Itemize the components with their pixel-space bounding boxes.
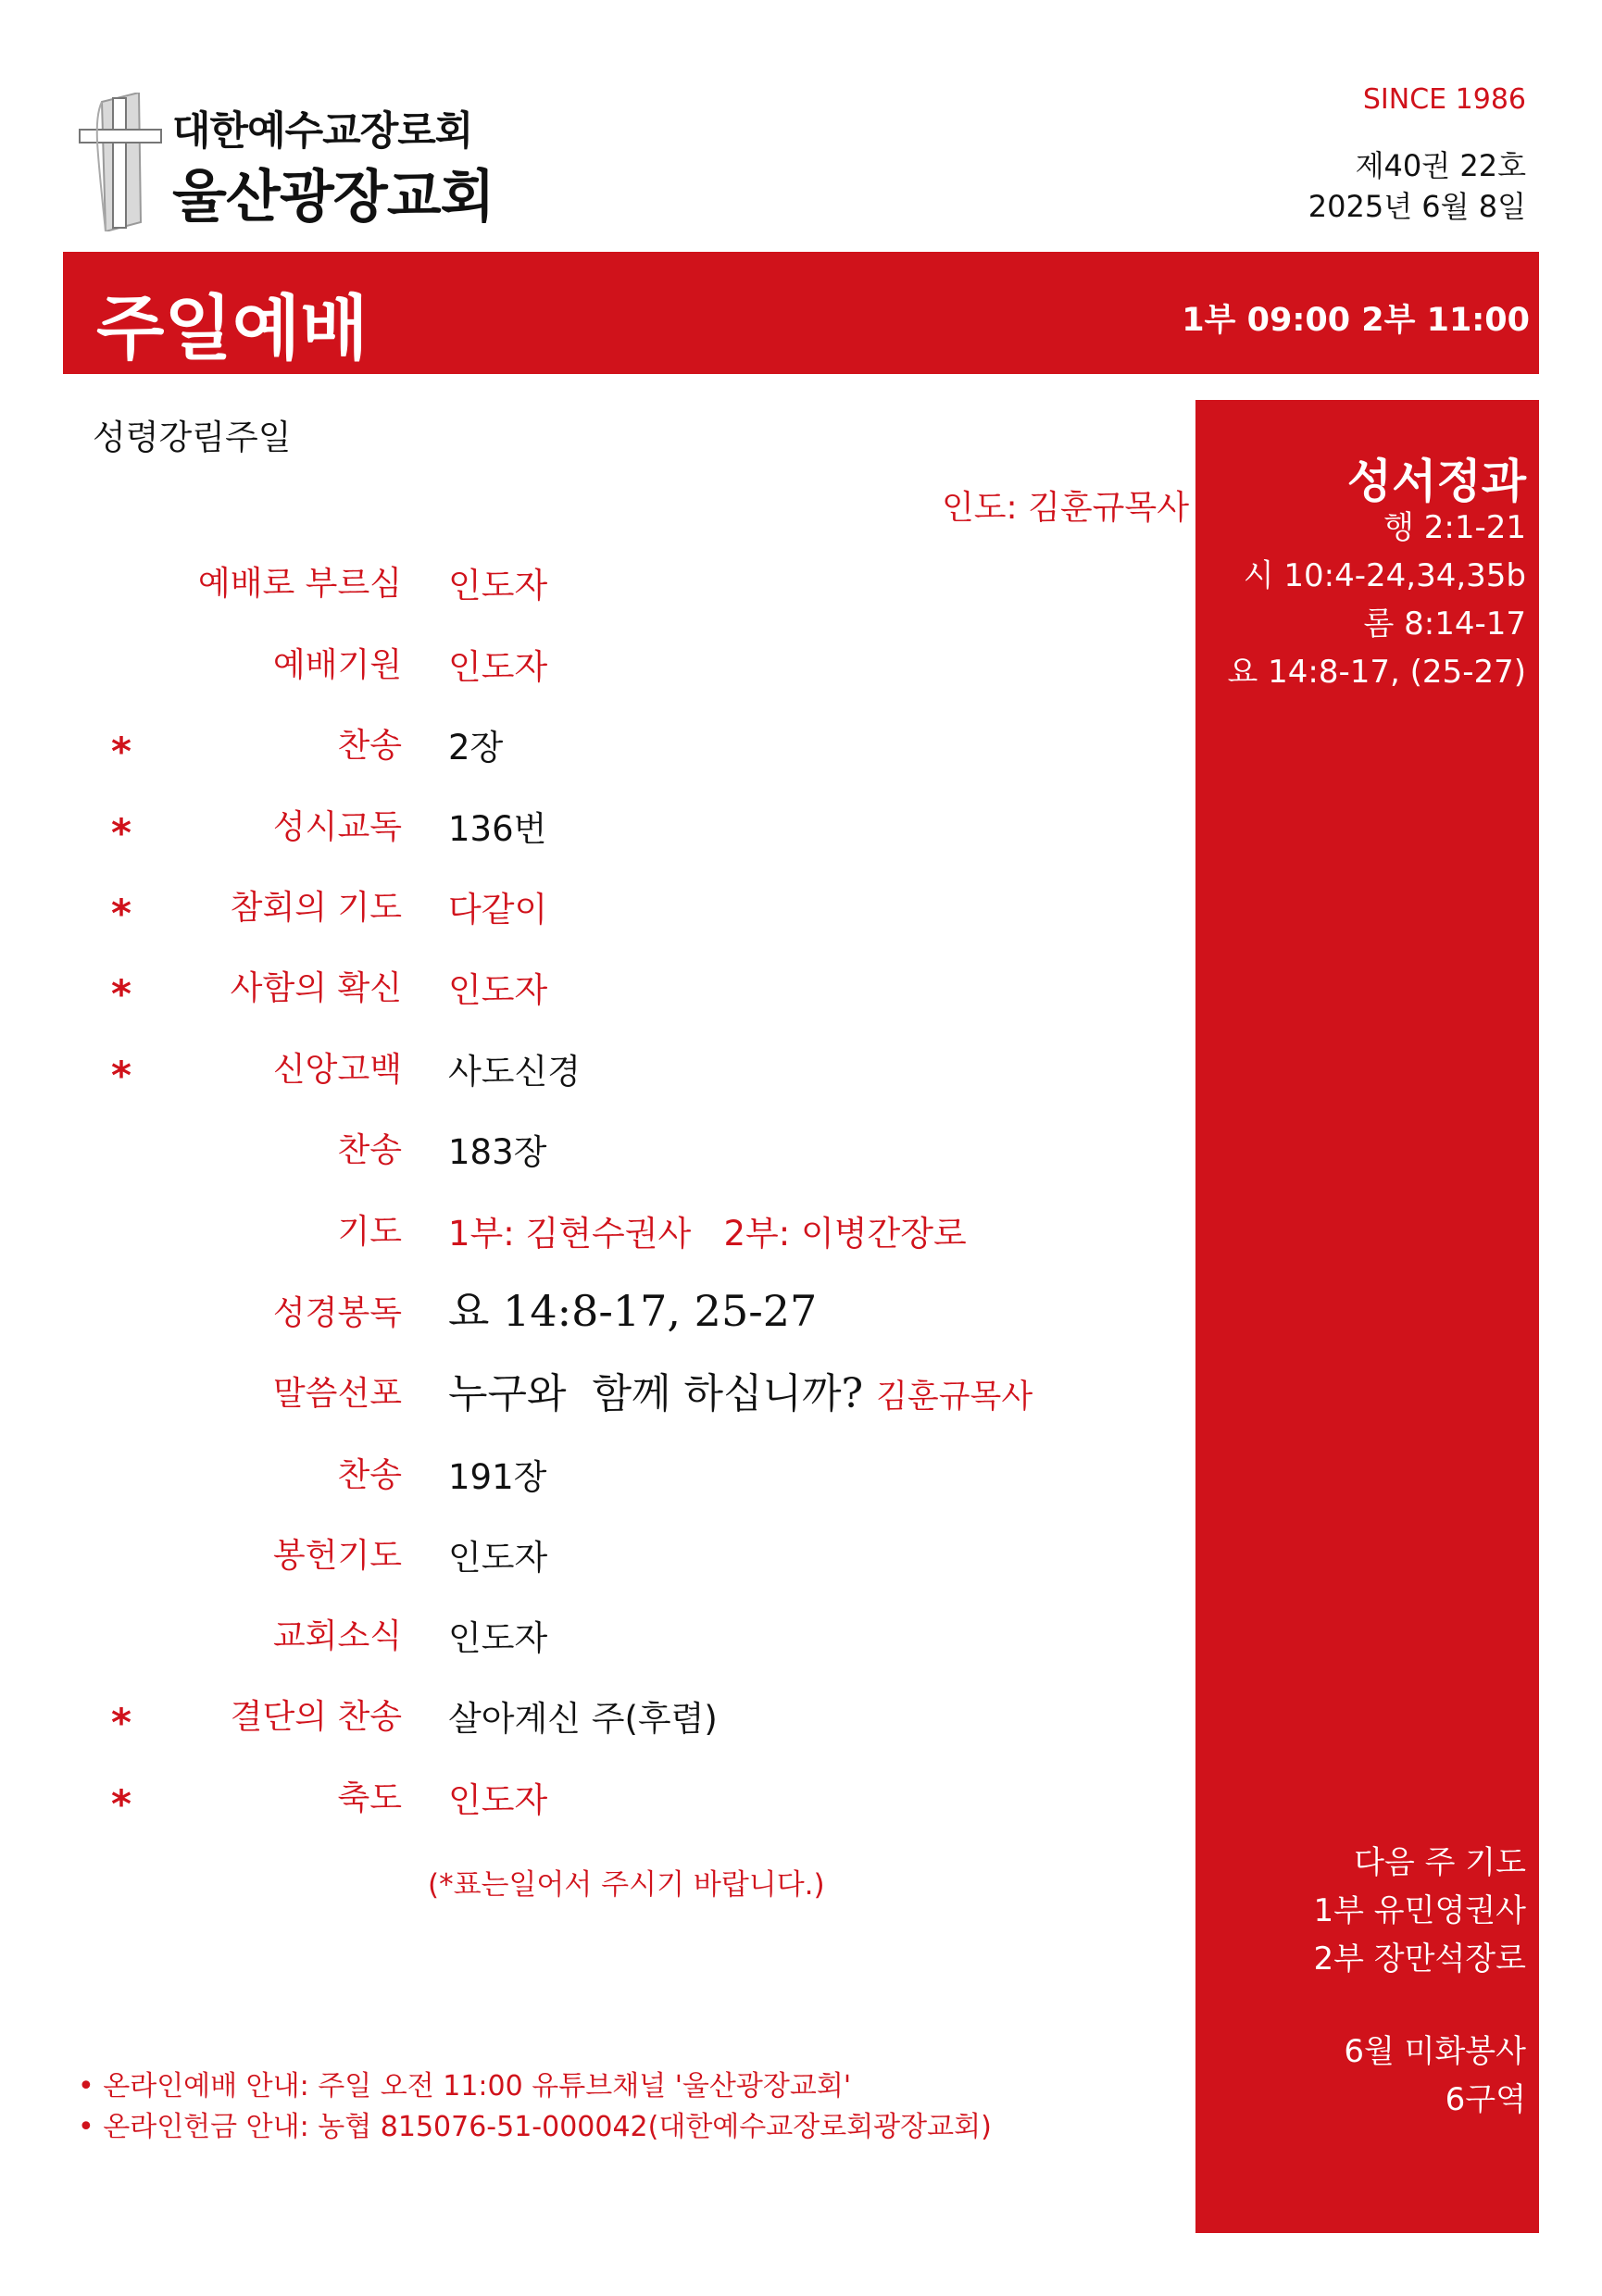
- order-value: 인도자: [448, 647, 548, 687]
- church-name: 울산광장교회: [172, 164, 494, 230]
- order-label: 사함의 확신: [230, 969, 402, 1007]
- stand-marker: *: [111, 729, 131, 774]
- order-label: 예배로 부르심: [197, 565, 402, 603]
- beautify-group: 6구역: [1445, 2081, 1526, 2118]
- order-row: [0, 719, 1148, 784]
- order-label: 신앙고백: [272, 1051, 402, 1089]
- order-label: 봉헌기도: [272, 1537, 402, 1575]
- order-value: 2장: [448, 728, 504, 767]
- order-row: [0, 801, 1148, 866]
- order-value: 인도자: [448, 1618, 548, 1658]
- lectionary-item: 요 14:8-17, (25-27): [1227, 654, 1526, 691]
- lectionary-item: 시 10:4-24,34,35b: [1243, 557, 1526, 594]
- order-row: [0, 1610, 1148, 1675]
- order-label: 참회의 기도: [230, 889, 402, 927]
- order-value: 다같이: [448, 890, 548, 930]
- stand-marker: *: [111, 810, 131, 855]
- service-times: 1부 09:00 2부 11:00: [1182, 302, 1530, 339]
- next-prayer-title: 다음 주 기도: [1354, 1844, 1526, 1881]
- worship-leader: 인도: 김훈규목사: [941, 489, 1189, 527]
- banner-title: 주일예배: [96, 287, 369, 369]
- order-label: 찬송: [337, 727, 402, 765]
- stand-marker: *: [111, 971, 131, 1017]
- next-prayer-item: 1부 유민영권사: [1313, 1892, 1526, 1929]
- order-value: 인도자: [448, 566, 548, 605]
- order-label: 찬송: [337, 1456, 402, 1494]
- order-value: 사도신경: [448, 1052, 581, 1092]
- lectionary-item: 롬 8:14-17: [1363, 605, 1526, 643]
- order-label: 기도: [337, 1213, 402, 1251]
- order-value: 183장: [448, 1132, 547, 1172]
- bulletin-date: 2025년 6월 8일: [1308, 189, 1526, 224]
- order-value: 인도자: [448, 970, 548, 1010]
- order-row: [0, 1367, 1148, 1432]
- order-value: 인도자: [448, 1538, 548, 1578]
- stand-marker: *: [111, 891, 131, 936]
- sermon-preacher: 김훈규목사: [876, 1379, 1033, 1416]
- order-label: 말씀선포: [272, 1375, 402, 1413]
- order-row: [0, 1287, 1148, 1352]
- sermon-line: [448, 1360, 1033, 1419]
- order-row: [0, 962, 1148, 1027]
- order-row: [0, 1529, 1148, 1594]
- order-value: 인도자: [448, 1780, 548, 1820]
- scripture-reading: 요 14:8-17, 25-27: [448, 1286, 818, 1336]
- order-row: [0, 1043, 1148, 1108]
- order-value: 136번: [448, 809, 547, 849]
- lectionary-title: 성서정과: [1346, 454, 1526, 508]
- sermon-title: 누구와 함께 하십니까?: [448, 1370, 864, 1417]
- order-value: 191장: [448, 1457, 547, 1497]
- online-worship-info: • 온라인예배 안내: 주일 오전 11:00 유튜브채널 '울산광장교회': [78, 2070, 852, 2103]
- order-label: 성시교독: [272, 808, 402, 846]
- order-row: [0, 1772, 1148, 1837]
- order-value: 1부: 김현수권사 2부: 이병간장로: [448, 1214, 967, 1254]
- next-prayer-item: 2부 장만석장로: [1313, 1940, 1526, 1978]
- worship-banner: [63, 252, 1539, 374]
- online-offering-info: • 온라인헌금 안내: 농협 815076-51-000042(대한예수교장로회광장교회): [78, 2111, 992, 2143]
- order-row: [0, 557, 1148, 622]
- beautify-title: 6월 미화봉사: [1344, 2033, 1526, 2070]
- sunday-name: 성령강림주일: [93, 418, 292, 457]
- church-logo-cross-icon: [74, 93, 167, 231]
- order-row: [0, 1691, 1148, 1755]
- church-denomination: 대한예수교장로회: [172, 108, 473, 155]
- stand-marker: *: [111, 1053, 131, 1098]
- order-label: 축도: [337, 1779, 402, 1817]
- lectionary-item: 행 2:1-21: [1383, 509, 1526, 546]
- order-label: 성경봉독: [272, 1294, 402, 1332]
- order-row: [0, 1205, 1148, 1270]
- since-year: SINCE 1986: [1362, 83, 1526, 116]
- order-label: 찬송: [337, 1131, 402, 1169]
- order-label: 예배기원: [272, 646, 402, 684]
- order-row: [0, 639, 1148, 704]
- order-label: 결단의 찬송: [230, 1698, 402, 1736]
- standing-note: (*표는일어서 주시기 바랍니다.): [428, 1868, 825, 1902]
- order-value: 살아계신 주(후렴): [448, 1699, 718, 1739]
- order-row: [0, 1124, 1148, 1189]
- stand-marker: *: [111, 1781, 131, 1827]
- info-sidebar: [1195, 400, 1539, 2233]
- order-row: [0, 881, 1148, 946]
- order-row: [0, 1449, 1148, 1514]
- stand-marker: *: [111, 1700, 131, 1745]
- order-label: 교회소식: [272, 1617, 402, 1655]
- issue-number: 제40권 22호: [1355, 148, 1526, 183]
